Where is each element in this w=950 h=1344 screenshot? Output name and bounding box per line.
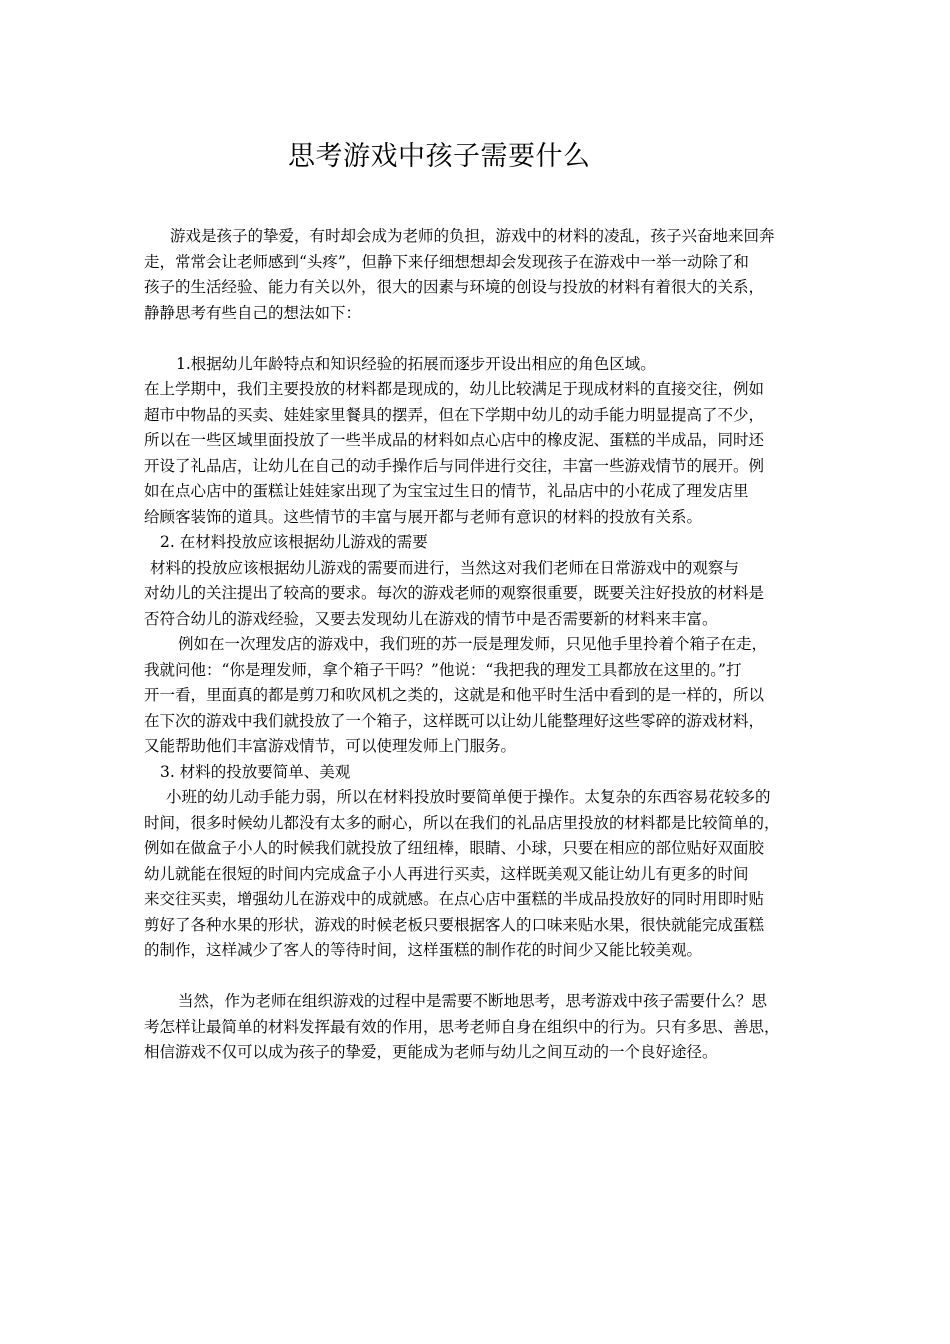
paragraph-line: 开一看，里面真的都是剪刀和吹风机之类的，这就是和他平时生活中看到的是一样的，所以: [144, 686, 765, 704]
paragraph-line: 开设了礼品店，让幼儿在自己的动手操作后与同伴进行交往，丰富一些游戏情节的展开。例: [144, 456, 765, 475]
paragraph-line: 走，常常会让老师感到“头疼”，但静下来仔细想想却会发现孩子在游戏中一举一动除了和: [144, 252, 749, 271]
document-title: 思考游戏中孩子需要什么: [288, 141, 591, 172]
paragraph-line: 在下次的游戏中我们就投放了一个箱子，这样既可以让幼儿能整理好这些零碎的游戏材料，: [144, 711, 765, 730]
paragraph-line: 相信游戏不仅可以成为孩子的挚爱，更能成为老师与幼儿之间互动的一个良好途径。: [144, 1043, 718, 1061]
paragraph-line: 孩子的生活经验、能力有关以外，很大的因素与环境的创设与投放的材料有着很大的关系，: [144, 278, 765, 296]
document-body: [144, 224, 814, 1066]
paragraph-line: 给顾客装饰的道具。这些情节的丰富与展开都与老师有意识的材料的投放有关系。: [144, 507, 703, 526]
paragraph-line: 所以在一些区域里面投放了一些半成品的材料如点心店中的橡皮泥、蛋糕的半成品，同时还: [144, 431, 765, 449]
section-heading: 2. 在材料投放应该根据幼儿游戏的需要: [160, 533, 428, 551]
paragraph-line: 材料的投放应该根据幼儿游戏的需要而进行，当然这对我们老师在日常游戏中的观察与: [150, 558, 740, 577]
paragraph-line: 考怎样让最简单的材料发挥最有效的作用，思考老师自身在组织中的行为。只有多思、善思，: [144, 1017, 780, 1036]
paragraph-line: 的制作，这样减少了客人的等待时间，这样蛋糕的制作花的时间少又能比较美观。: [144, 941, 703, 959]
paragraph-line: 时间，很多时候幼儿都没有太多的耐心，所以在我们的礼品店里投放的材料都是比较简单的，: [144, 813, 780, 832]
paragraph-line: 游戏是孩子的挚爱，有时却会成为老师的负担，游戏中的材料的凌乱，孩子兴奋地来回奔: [170, 227, 775, 245]
paragraph-line: 我就问他：“你是理发师，拿个箱子干吗？”他说：“我把我的理发工具都放在这里的。”打: [144, 660, 742, 679]
paragraph-line: 剪好了各种水果的形状，游戏的时候老板只要根据客人的口味来贴水果，很快就能完成蛋糕: [144, 915, 765, 934]
paragraph-line: 对幼儿的关注提出了较高的要求。每次的游戏老师的观察很重要，既要关注好投放的材料是: [144, 584, 765, 602]
paragraph-line: 静静思考有些自己的想法如下：: [144, 303, 362, 322]
paragraph-line: 来交往买卖，增强幼儿在游戏中的成就感。在点心店中蛋糕的半成品投放好的同时用即时贴: [144, 890, 765, 908]
paragraph-line: 否符合幼儿的游戏经验，又要去发现幼儿在游戏的情节中是否需要新的材料来丰富。: [144, 609, 718, 628]
paragraph-gap: [144, 964, 814, 990]
section-heading: 3. 材料的投放要简单、美观: [160, 762, 351, 781]
paragraph-line: 又能帮助他们丰富游戏情节，可以使理发师上门服务。: [144, 737, 517, 755]
section-heading: 1.根据幼儿年龄特点和知识经验的拓展而逐步开设出相应的角色区域。: [176, 354, 656, 373]
paragraph-line: 例如在做盒子小人的时候我们就投放了纽纽棒，眼睛、小球，只要在相应的部位贴好双面胶: [144, 839, 765, 857]
paragraph-line: 如在点心店中的蛋糕让娃娃家出现了为宝宝过生日的情节，礼品店中的小花成了理发店里: [144, 482, 749, 500]
paragraph-line: 超市中物品的买卖、娃娃家里餐具的摆弄，但在下学期中幼儿的动手能力明显提高了不少，: [144, 405, 765, 424]
paragraph-line: 幼儿就能在很短的时间内完成盒子小人再进行买卖，这样既美观又能让幼儿有更多的时间: [144, 864, 749, 883]
paragraph-line: 小班的幼儿动手能力弱，所以在材料投放时要简单便于操作。太复杂的东西容易花较多的: [166, 788, 771, 806]
paragraph-line: 在上学期中，我们主要投放的材料都是现成的，幼儿比较满足于现成材料的直接交往，例如: [144, 380, 765, 398]
paragraph-line: 例如在一次理发店的游戏中，我们班的苏一辰是理发师，只见他手里拎着个箱子在走，: [178, 635, 768, 653]
paragraph-line: 当然，作为老师在组织游戏的过程中是需要不断地思考，思考游戏中孩子需要什么？思: [178, 992, 768, 1010]
paragraph-gap: [144, 326, 814, 352]
